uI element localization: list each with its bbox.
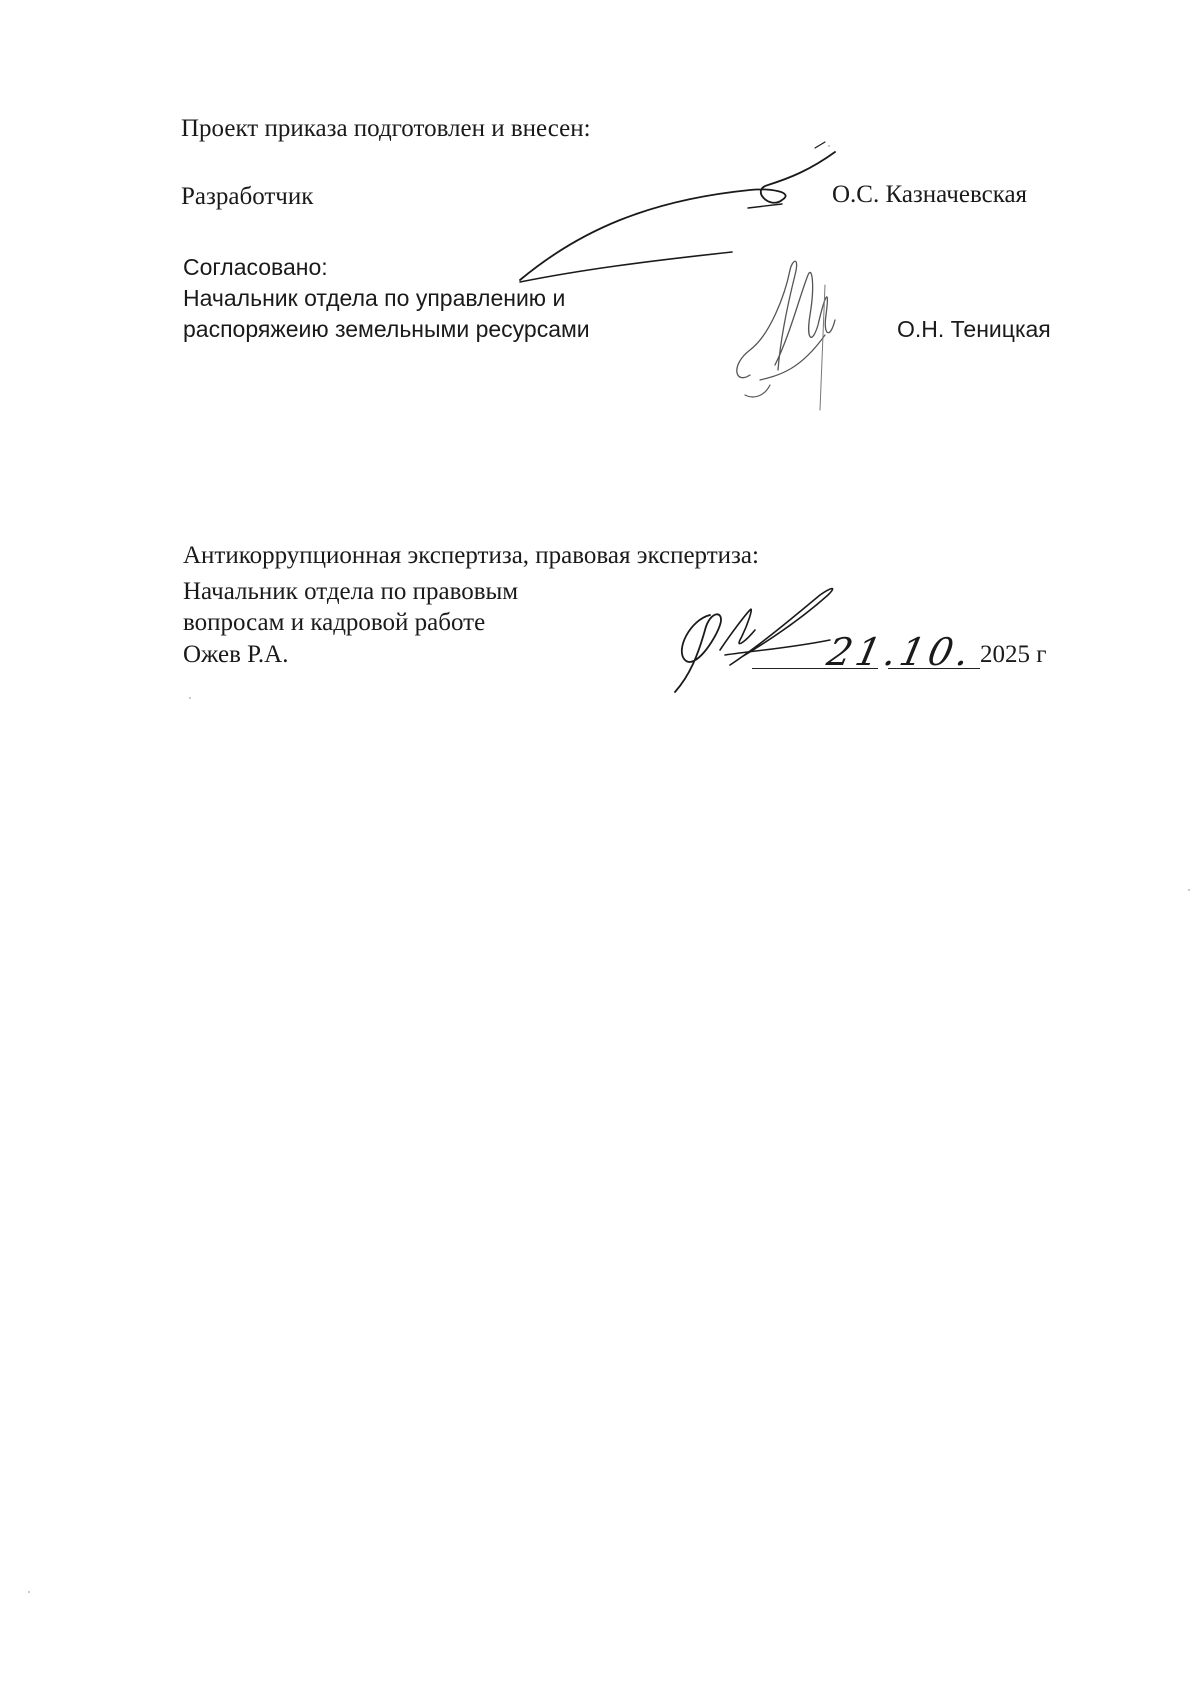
expertise-position-line1: Начальник отдела по правовым: [183, 578, 519, 605]
expertise-date-handwritten: 21.10.: [823, 630, 978, 674]
developer-name: О.С. Казначевская: [832, 181, 1028, 208]
approval-label: Согласовано:: [183, 254, 328, 280]
scan-speck: [189, 697, 191, 699]
expertise-signature: [670, 580, 850, 700]
approval-position-line1: Начальник отдела по управлению и: [183, 285, 566, 311]
approval-signature: [730, 255, 860, 415]
document-header: Проект приказа подготовлен и внесен:: [181, 115, 591, 142]
scan-speck: [1188, 889, 1190, 891]
approval-name: О.Н. Теницкая: [897, 316, 1051, 342]
approval-position-line2: распоряжеию земельными ресурсами: [183, 316, 590, 342]
scan-speck: [828, 145, 830, 147]
expertise-position-line2: вопросам и кадровой работе: [183, 609, 486, 636]
expertise-name: Ожев Р.А.: [183, 641, 289, 668]
expertise-title: Антикоррупционная экспертиза, правовая экспертиза:: [183, 542, 759, 569]
developer-role: Разработчик: [181, 183, 314, 210]
scan-speck: [28, 1591, 30, 1593]
expertise-year: 2025 г: [980, 641, 1047, 668]
